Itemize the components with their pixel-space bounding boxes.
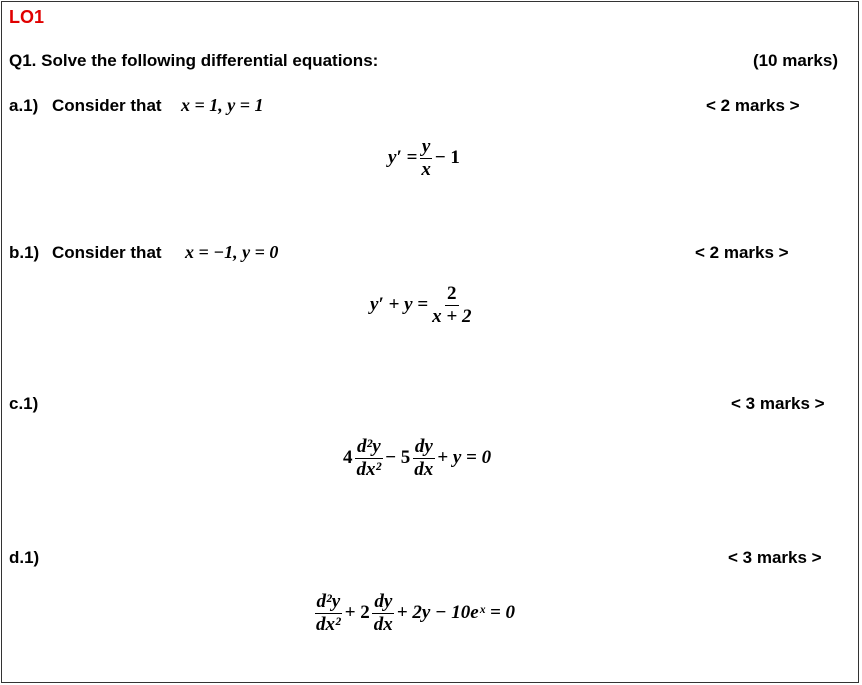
equation-d [312, 592, 515, 635]
equation-d-middle: + 2 [344, 602, 370, 624]
equation-d-first-derivative [372, 592, 395, 635]
equation-a-lhs: y′ = [388, 147, 418, 169]
equation-c-denominator-1: dx² [356, 458, 382, 480]
equation-a-numerator: y [421, 136, 431, 157]
part-b-condition-text: Consider that [52, 243, 162, 262]
equation-a [388, 137, 460, 180]
equation-d-rhs: + 2y − 10eˣ = 0 [396, 602, 516, 624]
equation-a-rhs: − 1 [434, 147, 460, 169]
equation-a-fraction [419, 137, 433, 180]
part-c-marks: < 3 marks > [731, 394, 825, 413]
equation-b-fraction [430, 284, 473, 327]
equation-d-second-derivative [314, 592, 343, 635]
equation-c-first-derivative [412, 437, 435, 480]
equation-c-middle: − 5 [385, 447, 411, 469]
part-b-marks: < 2 marks > [695, 243, 789, 262]
question-title: Q1. Solve the following differential equations: [9, 51, 379, 70]
equation-c-rhs: + y = 0 [437, 447, 492, 469]
equation-b-numerator: 2 [447, 283, 457, 304]
equation-c-numerator-2: dy [414, 436, 433, 457]
equation-c-numerator-1: d²y [357, 436, 381, 457]
equation-d-numerator-1: d²y [316, 591, 341, 612]
part-d-marks: < 3 marks > [728, 548, 822, 567]
equation-d-numerator-2: dy [374, 591, 393, 612]
part-d-label: d.1) [9, 548, 40, 567]
equation-c-second-derivative [355, 437, 384, 480]
part-a-condition-math: x = 1, y = 1 [181, 95, 264, 115]
equation-b-denominator: x + 2 [432, 305, 472, 327]
equation-c-coefficient: 4 [343, 447, 353, 469]
equation-b-lhs: y′ + y = [370, 294, 429, 316]
part-b-condition-math: x = −1, y = 0 [185, 242, 279, 262]
equation-d-denominator-1: dx² [316, 613, 341, 635]
equation-a-denominator: x [421, 158, 431, 180]
part-c-label: c.1) [9, 394, 39, 413]
part-a-condition-text: Consider that [52, 96, 162, 115]
part-a-label: a.1) [9, 96, 39, 115]
equation-c-denominator-2: dx [414, 458, 434, 480]
equation-c [343, 437, 491, 480]
part-b-label: b.1) [9, 243, 40, 262]
equation-b [370, 284, 475, 327]
question-marks: (10 marks) [752, 51, 838, 70]
part-a-marks: < 2 marks > [706, 96, 800, 115]
lo-label: LO1 [9, 7, 45, 27]
equation-d-denominator-2: dx [373, 613, 393, 635]
